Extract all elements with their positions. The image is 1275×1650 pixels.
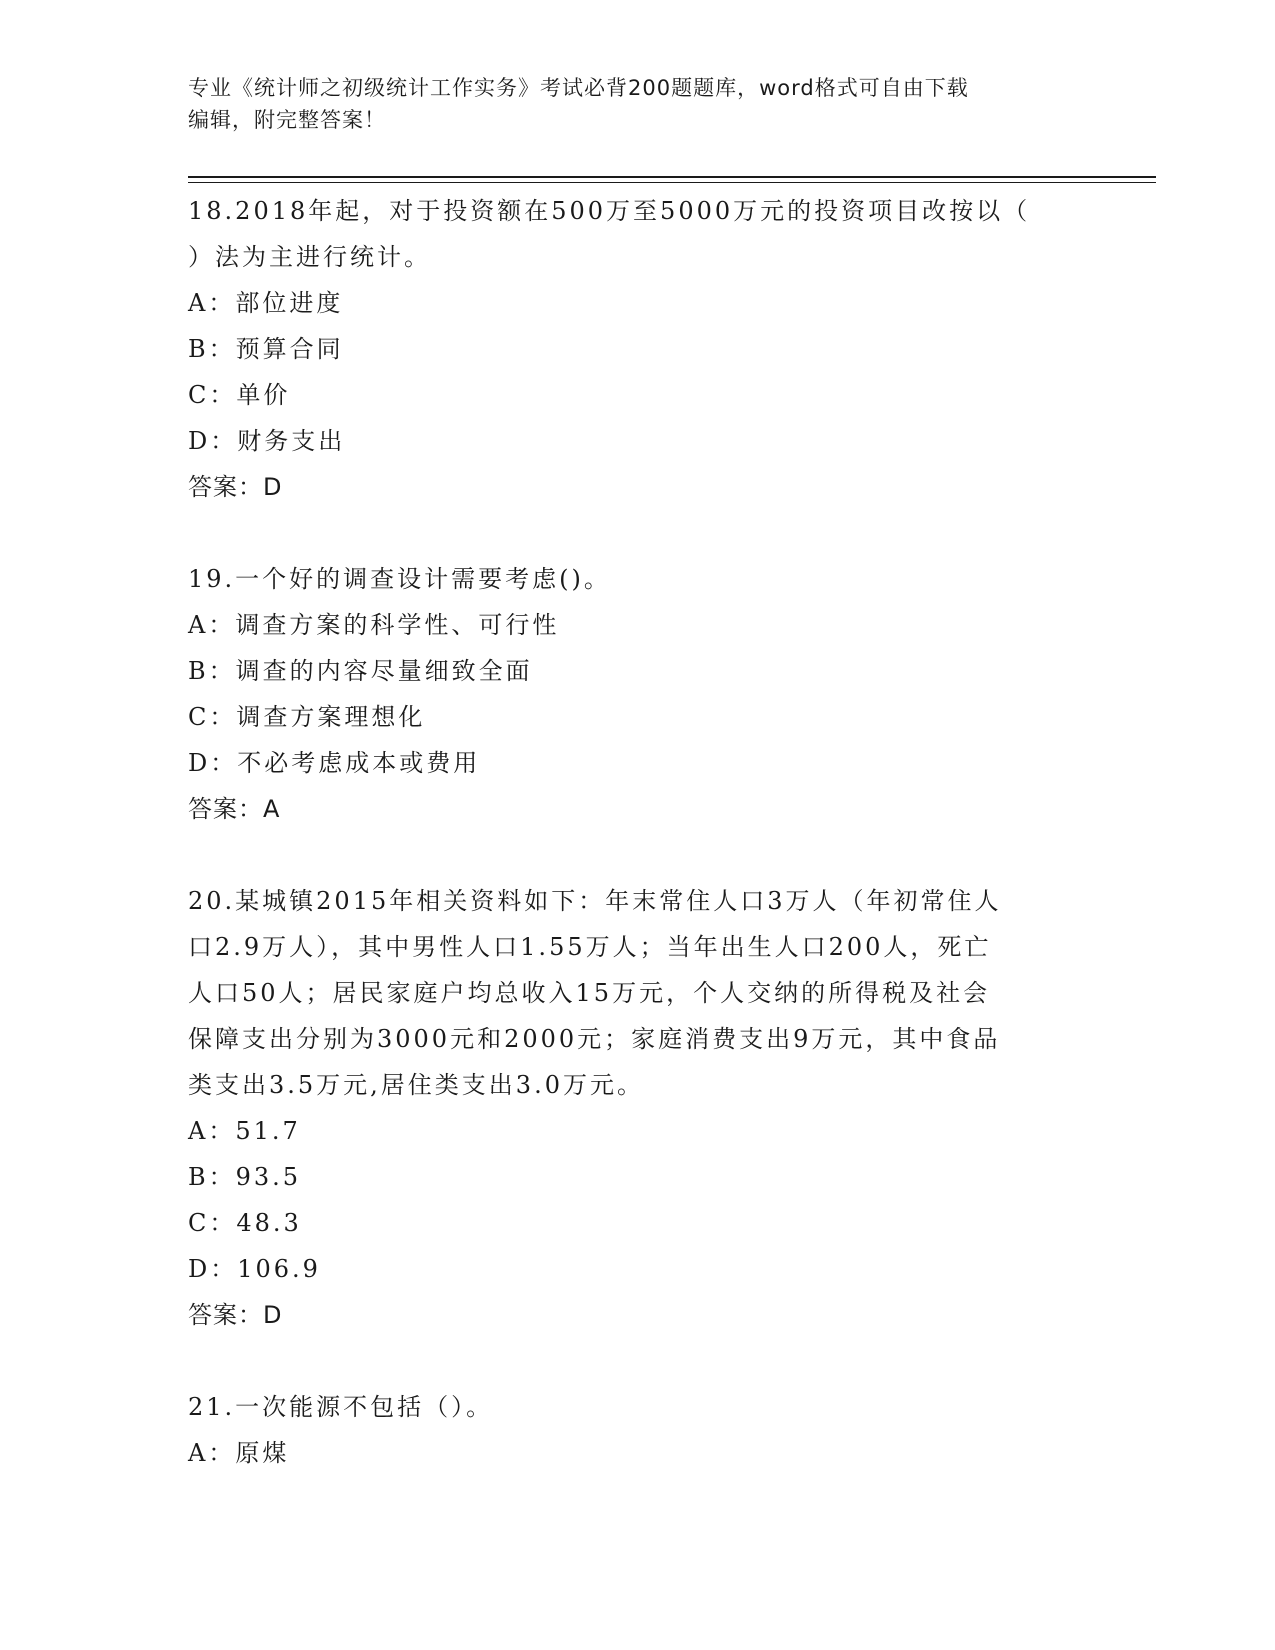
document-header — [188, 72, 1088, 136]
answer-line: 答案：D — [188, 473, 283, 501]
option-a: A：原煤 — [188, 1439, 290, 1467]
question-stem-line: 20.某城镇2015年相关资料如下：年末常住人口3万人（年初常住人 — [188, 887, 1002, 915]
header-line-1: 专业《统计师之初级统计工作实务》考试必背200题题库，word格式可自由下载 — [188, 76, 969, 100]
question-stem-line: 口2.9万人），其中男性人口1.55万人；当年出生人口200人，死亡 — [188, 933, 992, 961]
header-rule-thin — [188, 182, 1156, 183]
option-c: C：调查方案理想化 — [188, 703, 426, 731]
option-a: A：调查方案的科学性、可行性 — [188, 611, 560, 639]
question-spacer — [188, 510, 1088, 556]
question-stem-line: 人口50人；居民家庭户均总收入15万元，个人交纳的所得税及社会 — [188, 979, 991, 1007]
answer-line: 答案：A — [188, 795, 281, 823]
question-spacer — [188, 832, 1088, 878]
option-d: D：106.9 — [188, 1255, 321, 1283]
question-stem-line: ）法为主进行统计。 — [188, 243, 431, 271]
option-a: A：部位进度 — [188, 289, 344, 317]
option-b: B：93.5 — [188, 1163, 302, 1191]
option-c: C：48.3 — [188, 1209, 302, 1237]
header-rule-thick — [188, 176, 1156, 178]
question-21 — [188, 1384, 1088, 1476]
option-d: D：不必考虑成本或费用 — [188, 749, 481, 777]
option-a: A：51.7 — [188, 1117, 301, 1145]
question-spacer — [188, 1338, 1088, 1384]
header-line-2: 编辑，附完整答案！ — [188, 108, 386, 132]
option-d: D：财务支出 — [188, 427, 346, 455]
option-b: B：调查的内容尽量细致全面 — [188, 657, 533, 685]
option-b: B：预算合同 — [188, 335, 344, 363]
question-stem-line: 19.一个好的调查设计需要考虑()。 — [188, 565, 611, 593]
question-list — [188, 188, 1088, 1476]
answer-line: 答案：D — [188, 1301, 283, 1329]
question-18 — [188, 188, 1088, 510]
option-c: C：单价 — [188, 381, 291, 409]
question-stem-line: 保障支出分别为3000元和2000元；家庭消费支出9万元，其中食品 — [188, 1025, 1001, 1053]
question-stem-line: 类支出3.5万元,居住类支出3.0万元。 — [188, 1071, 644, 1099]
question-19 — [188, 556, 1088, 832]
question-stem-line: 18.2018年起，对于投资额在500万至5000万元的投资项目改按以（ — [188, 197, 1031, 225]
question-stem-line: 21.一次能源不包括（）。 — [188, 1393, 494, 1421]
question-20 — [188, 878, 1088, 1338]
